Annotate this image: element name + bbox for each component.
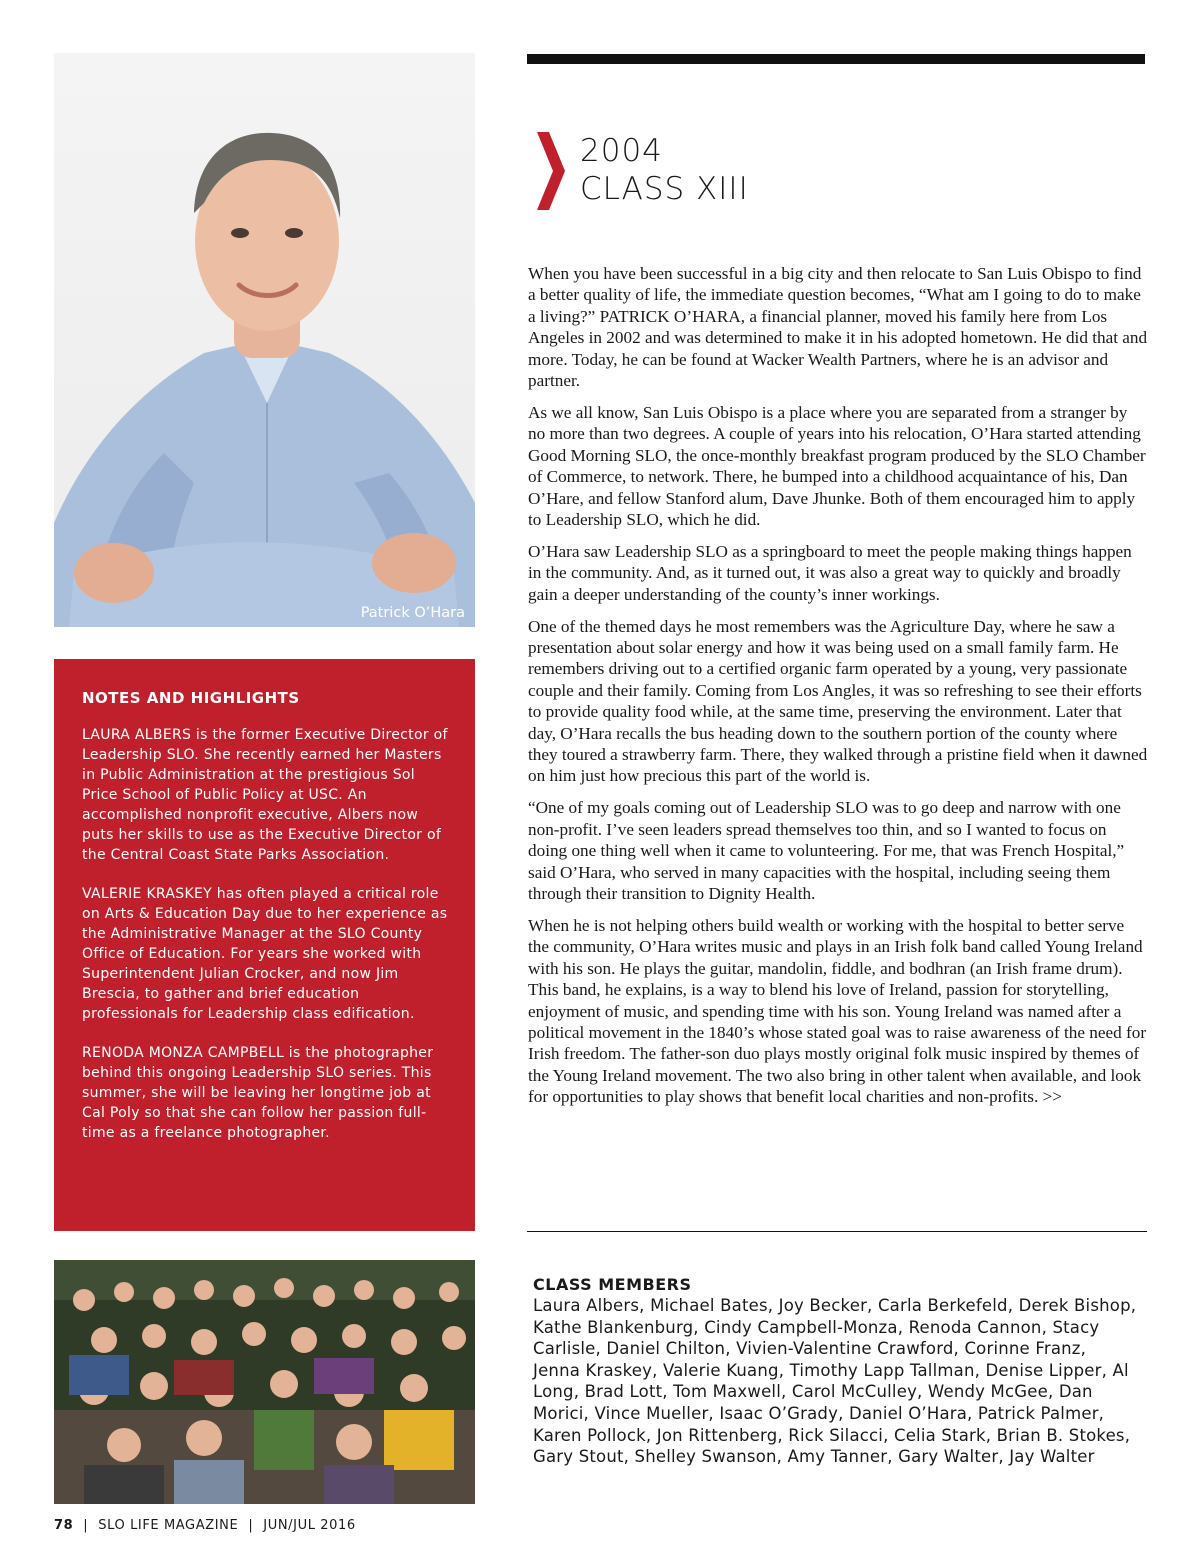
issue-date: JUN/JUL 2016: [263, 1518, 356, 1533]
footer-separator: |: [83, 1518, 89, 1533]
article-paragraph: When you have been successful in a big city and then relocate to San Luis Obispo to find a better quality of life, the immediate question becomes, “What am I going to do to make a living?” PATRICK O’HARA, a financial planner, moved his family here from Los Angeles in 2002 and was determined to make it in his adopted hometown. He did that and more. Today, he can be found at Wacker Wealth Partners, where he is an advisor and partner.: [528, 264, 1148, 391]
top-rule: [527, 54, 1145, 64]
portrait-photo: [54, 53, 475, 627]
section-heading: [580, 132, 749, 208]
page-number: 78: [54, 1518, 74, 1533]
article-paragraph: When he is not helping others build wealth or working with the hospital to better serve the community, O’Hara writes music and plays in an Irish folk band called Young Ireland with his son. He plays the guitar, mandolin, fiddle, and bodhran (an Irish frame drum). This band, he explains, is a way to blend his love of Ireland, passion for storytelling, enjoyment of music, and spending time with his son. Young Ireland was named after a political movement in the 1840’s whose stated goal was to raise awareness of the need for Irish freedom. The father-son duo plays mostly original folk music inspired by themes of the Young Ireland movement. The two also bring in other talent when available, and look for opportunities to play shows that benefit local charities and non-profits. >>: [528, 915, 1147, 1107]
article-body: [528, 263, 1148, 1118]
heading-year: 2004: [580, 133, 663, 169]
portrait-illustration: [54, 53, 475, 627]
page-footer: [54, 1518, 356, 1533]
article-paragraph: O’Hara saw Leadership SLO as a springboard to meet the people making things happen in the community. And, as it turned out, it was also a great way to quickly and broadly gain a deeper understanding of the county’s inner workings.: [528, 541, 1132, 604]
heading-class: CLASS XIII: [580, 171, 749, 207]
article-paragraph: “One of my goals coming out of Leadership SLO was to go deep and narrow with one non-profit. I’ve seen leaders spread themselves too thin, and so I wanted to focus on doing one thing well when it came to volunteering. For me, that was French Hospital,” said O’Hara, who served in many capacities with the hospital, including seeing them through their transition to Dignity Health.: [528, 798, 1125, 903]
notes-paragraph: RENODA MONZA CAMPBELL is the photographer behind this ongoing Leadership SLO series. This summer, she will be leaving her longtime job at Cal Poly so that she can follow her passion full-time as a freelance photographer.: [82, 1045, 434, 1141]
notes-paragraph: VALERIE KRASKEY has often played a critical role on Arts & Education Day due to her experience as the Administrative Manager at the SLO County Office of Education. For years she worked with Superintendent Julian Crocker, and now Jim Brescia, to gather and brief education professionals for Leadership class edification.: [82, 886, 448, 1022]
class-members-list: Laura Albers, Michael Bates, Joy Becker, Carla Berkefeld, Derek Bishop, Kathe Blankenburg, Cindy Campbell-Monza, Renoda Cannon, Stacy Carlisle, Daniel Chilton, Vivien-Valentine Crawford, Corinne Franz, Jenna Kraskey, Valerie Kuang, Timothy Lapp Tallman, Denise Lipper, Al Long, Brad Lott, Tom Maxwell, Carol McCulley, Wendy McGee, Dan Morici, Vince Mueller, Isaac O’Grady, Daniel O’Hara, Patrick Palmer, Karen Pollock, Jon Rittenberg, Rick Silacci, Celia Stark, Brian B. Stokes, Gary Stout, Shelley Swanson, Amy Tanner, Gary Walter, Jay Walter: [533, 1296, 1137, 1467]
notes-paragraph: LAURA ALBERS is the former Executive Director of Leadership SLO. She recently earned her Masters in Public Administration at the prestigious Sol Price School of Public Policy at USC. An accomplished nonprofit executive, Albers now puts her skills to use as the Executive Director of the Central Coast State Parks Association.: [82, 727, 448, 863]
footer-separator: |: [248, 1518, 254, 1533]
class-members-title: CLASS MEMBERS: [533, 1275, 692, 1294]
bottom-rule: [527, 1231, 1147, 1232]
class-members: [533, 1275, 1138, 1468]
group-photo: [54, 1260, 475, 1504]
article-paragraph: As we all know, San Luis Obispo is a place where you are separated from a stranger by no more than two degrees. A couple of years into his relocation, O’Hara started attending Good Morning SLO, the once-monthly breakfast program produced by the SLO Chamber of Commerce, to network. There, he bumped into a childhood acquaintance of his, Dan O’Hare, and fellow Stanford alum, Dave Jhunke. Both of them encouraged him to apply to Leadership SLO, which he did.: [528, 402, 1146, 529]
article-paragraph: One of the themed days he most remembers was the Agriculture Day, where he saw a presentation about solar energy and how it was being used on a small family farm. He remembers driving out to a certified organic farm operated by a young, very passionate couple and their family. Coming from Los Angles, it was so refreshing to see their efforts to provide quality food while, at the same time, preserving the environment. Later that day, O’Hara recalls the bus heading down to the southern portion of the county where they toured a strawberry farm. There, they walked through a pristine field when it dawned on him just how precious this part of the world is.: [528, 616, 1148, 786]
notes-box: [54, 659, 475, 1231]
portrait-caption: Patrick O’Hara: [360, 605, 465, 621]
magazine-name: SLO LIFE MAGAZINE: [98, 1518, 239, 1533]
group-photo-illustration: [54, 1260, 475, 1504]
chevron-icon: [537, 132, 565, 210]
notes-title: NOTES AND HIGHLIGHTS: [82, 689, 300, 707]
